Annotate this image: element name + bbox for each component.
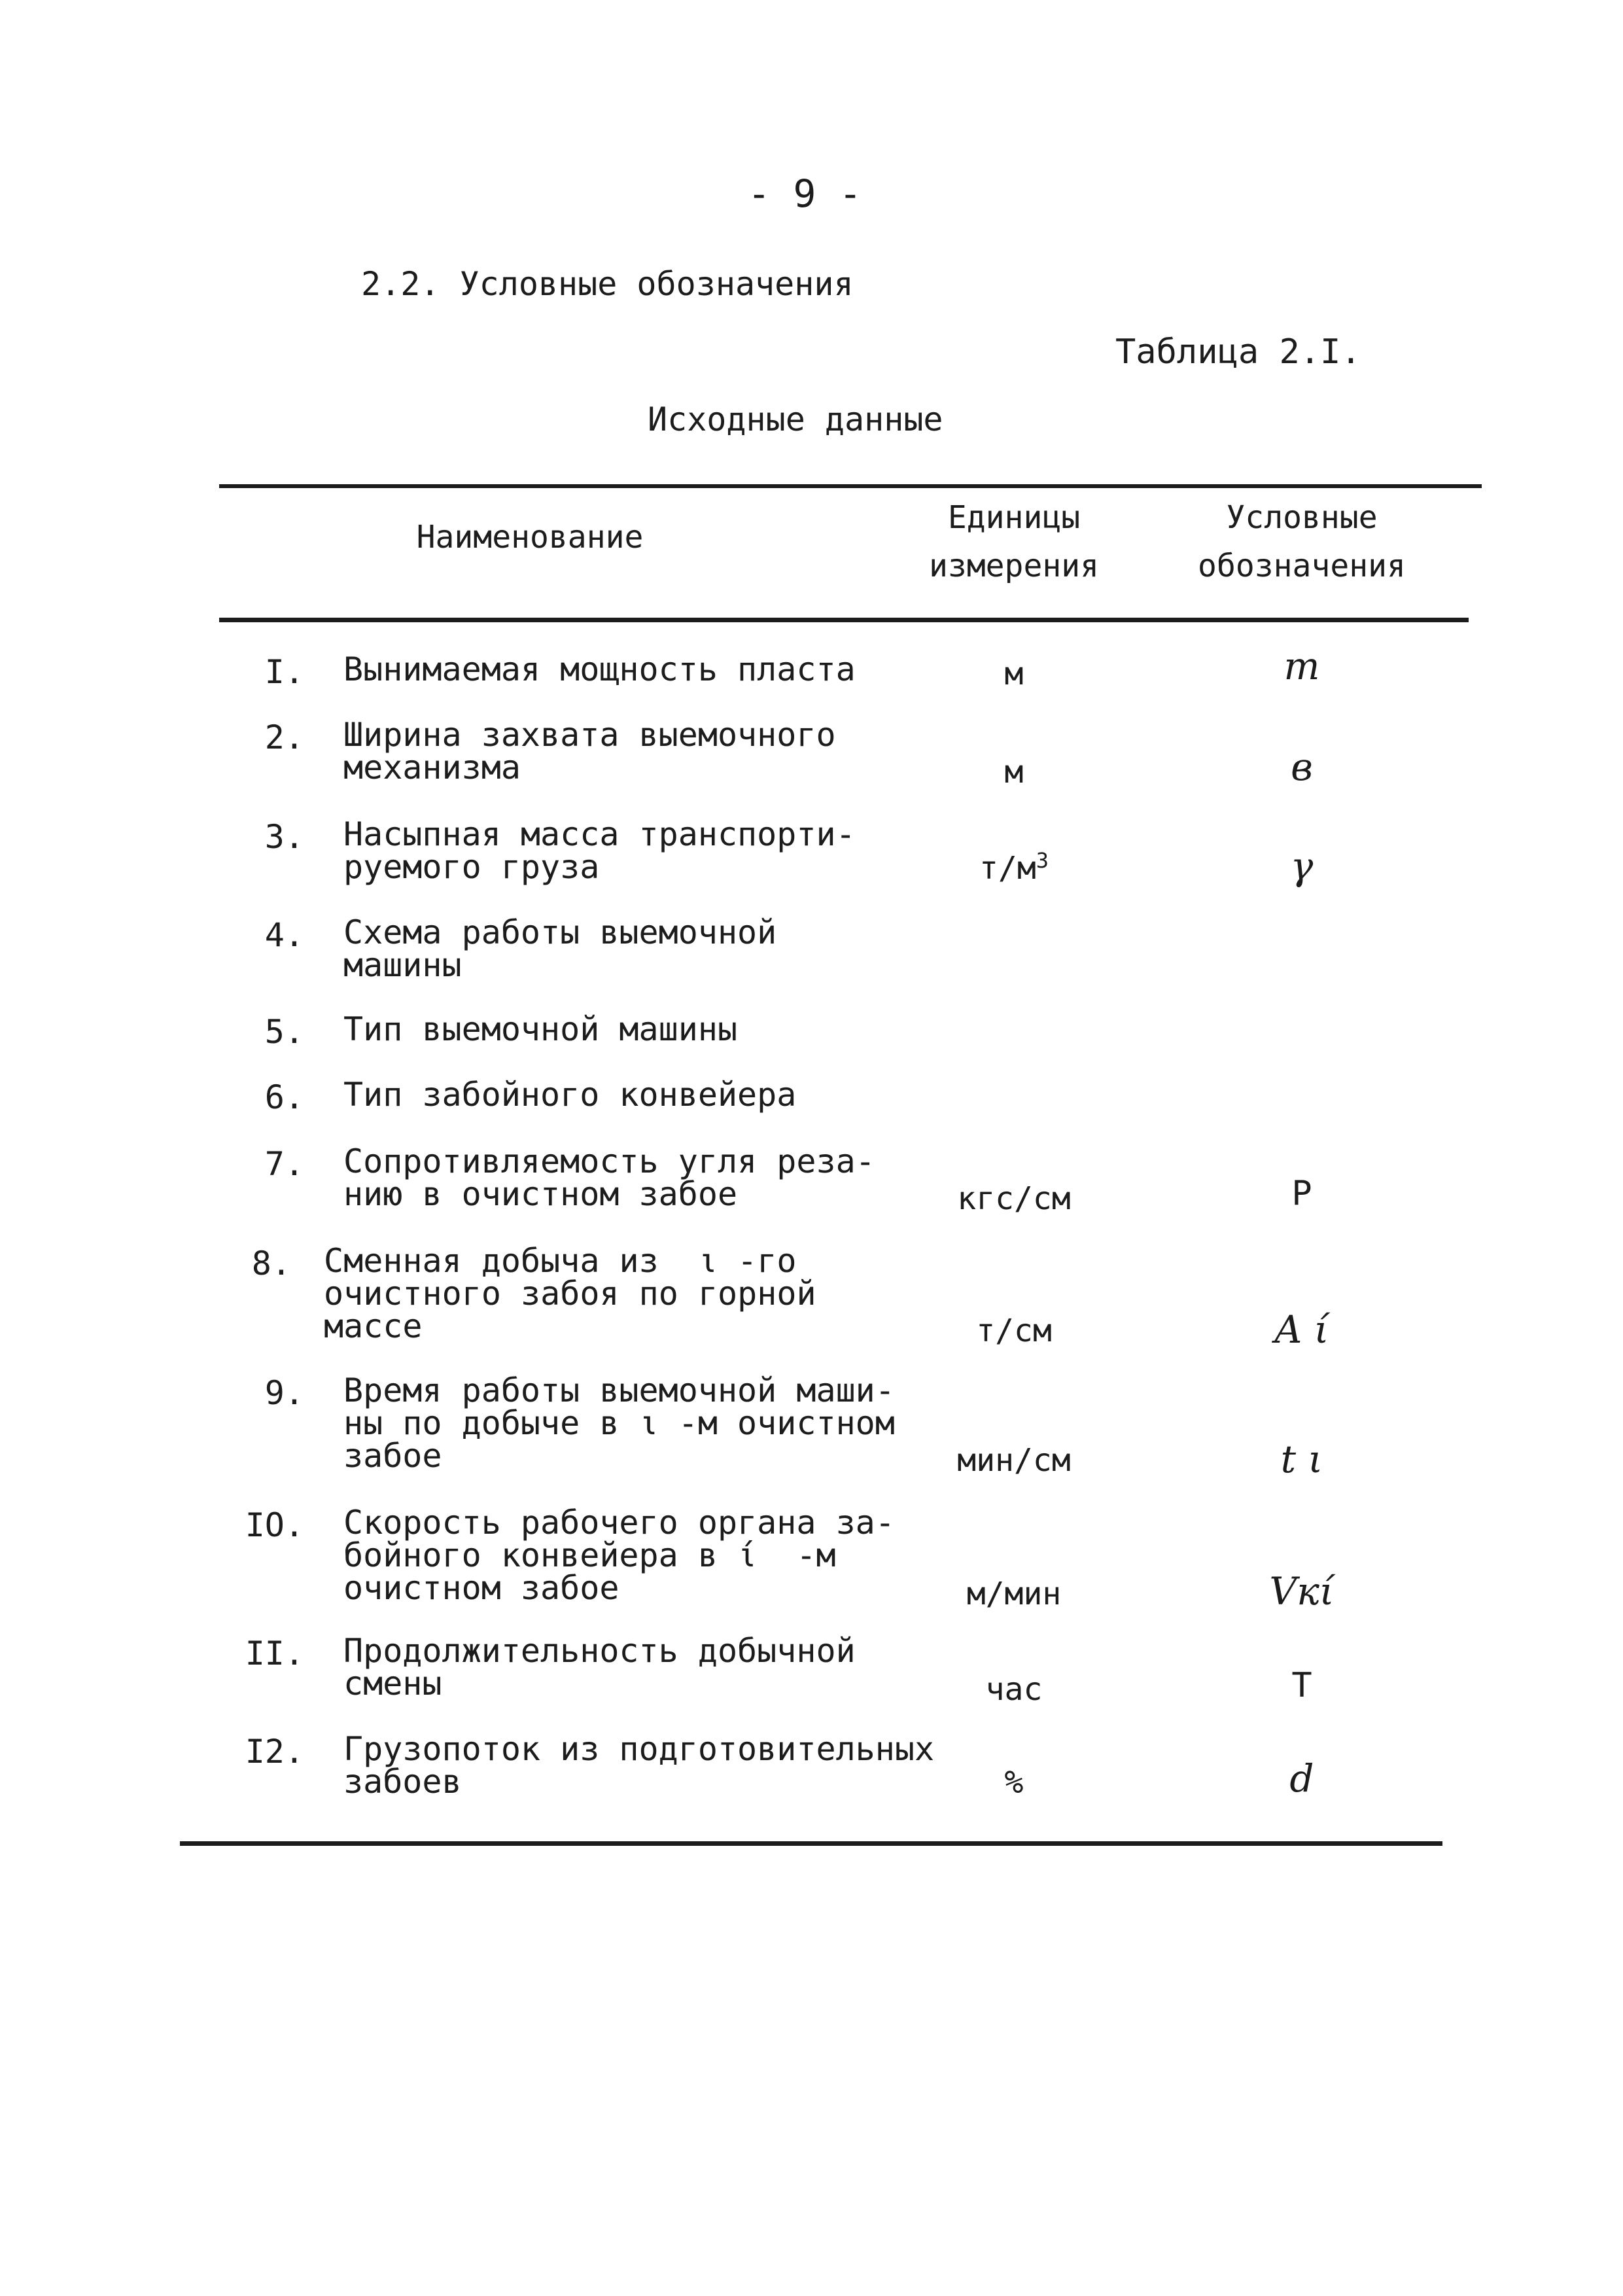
row-number: 5. <box>264 1013 304 1051</box>
header-name: Наименование <box>416 519 644 556</box>
header-units-line1: Единицы <box>947 499 1081 536</box>
row-symbol: t ι <box>1280 1437 1323 1481</box>
row-number: 4. <box>264 916 304 954</box>
row-name: Сменная добыча из ι -го очистного забоя по горной массе <box>324 1242 816 1345</box>
row-name: Тип выемочной машины <box>343 1010 738 1048</box>
row-number: 8. <box>251 1245 291 1282</box>
row-number: 7. <box>264 1145 304 1183</box>
row-unit: м <box>1004 754 1024 790</box>
row-name: Насыпная масса транспорти- руемого груза <box>343 815 856 886</box>
row-unit-exponent: 3 <box>1036 848 1049 873</box>
header-symbol-line1: Условные <box>1226 499 1378 536</box>
row-name: Сопротивляемость угля реза- нию в очистном забое <box>343 1142 875 1213</box>
row-unit: час <box>985 1671 1043 1708</box>
row-unit: м/мин <box>966 1576 1062 1612</box>
header-symbol <box>1164 493 1439 590</box>
row-symbol: m <box>1283 644 1320 688</box>
row-unit <box>890 848 1138 887</box>
row-symbol: Vкί <box>1269 1569 1335 1614</box>
row-name: Схема работы выемочной машины <box>343 913 777 984</box>
table-title: Исходные данные <box>648 400 943 438</box>
row-symbol: γ <box>1290 844 1314 889</box>
row-number: I2. <box>245 1733 304 1771</box>
row-name: Вынимаемая мощность пласта <box>343 650 856 688</box>
header-symbol-line2: обозначения <box>1198 548 1406 584</box>
table-top-rule <box>219 484 1482 488</box>
page-number: - 9 - <box>747 171 862 216</box>
row-number: 2. <box>264 718 304 756</box>
row-symbol: T <box>1291 1666 1312 1705</box>
table-caption: Таблица 2.I. <box>1115 332 1361 372</box>
row-unit-base: т/м <box>979 850 1036 887</box>
row-unit: кгс/см <box>957 1180 1071 1217</box>
row-symbol: P <box>1291 1174 1312 1213</box>
row-unit: мин/см <box>957 1442 1071 1479</box>
header-units <box>890 493 1138 590</box>
row-number: 6. <box>264 1078 304 1116</box>
row-symbol: в <box>1291 745 1313 789</box>
row-number: IO. <box>245 1506 304 1544</box>
row-symbol: A ί <box>1274 1307 1329 1352</box>
section-heading: 2.2. Условные обозначения <box>361 265 854 303</box>
row-name: Грузопоток из подготовительных забоев <box>343 1730 935 1801</box>
row-unit: м <box>1004 656 1024 692</box>
row-name: Скорость рабочего органа за- бойного конвейера в ί -м очистном забое <box>343 1504 895 1607</box>
table-header-rule <box>219 618 1469 622</box>
row-name: Тип забойного конвейера <box>343 1076 797 1114</box>
header-units-line2: измерения <box>928 548 1100 584</box>
table-bottom-rule <box>180 1841 1442 1846</box>
row-number: 3. <box>264 818 304 856</box>
row-number: I. <box>264 653 304 691</box>
row-number: II. <box>245 1634 304 1672</box>
row-unit: т/см <box>976 1313 1052 1349</box>
row-name: Продолжительность добычной смены <box>343 1632 856 1703</box>
row-number: 9. <box>264 1374 304 1412</box>
row-name: Время работы выемочной маши- ны по добыче в ι -м очистном забое <box>343 1371 895 1475</box>
row-unit: % <box>1004 1764 1024 1801</box>
row-symbol: d <box>1289 1756 1314 1801</box>
row-name: Ширина захвата выемочного механизма <box>343 716 836 786</box>
